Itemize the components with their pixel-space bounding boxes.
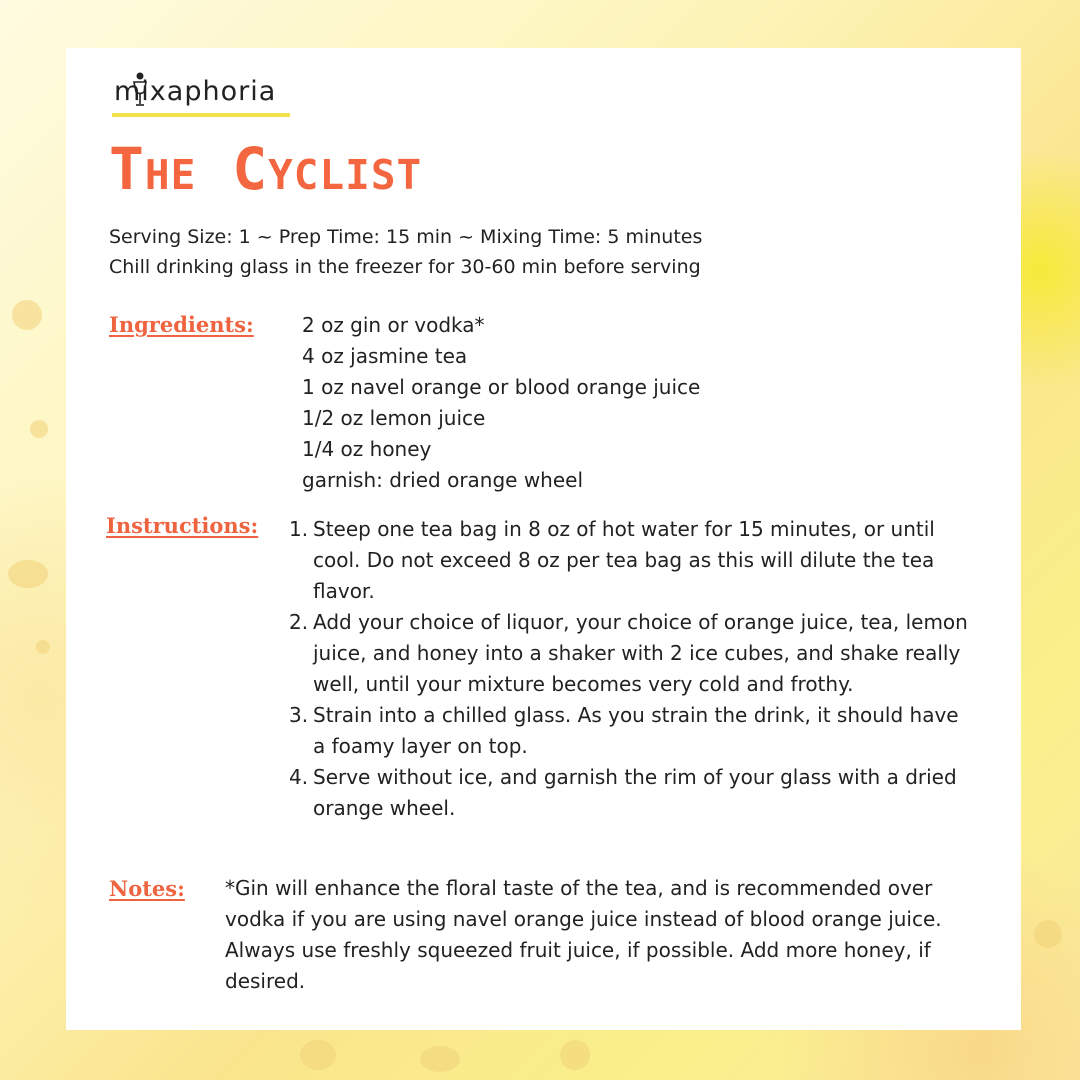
instructions-list: [289, 514, 969, 824]
chill-instruction: Chill drinking glass in the freezer for 30-60 min before serving: [109, 256, 701, 278]
step-number: 2.: [289, 610, 309, 634]
brand-logo: [112, 78, 290, 117]
instruction-step: [289, 514, 969, 607]
instructions-heading: Instructions:: [106, 513, 259, 538]
ingredient-item: garnish: dried orange wheel: [302, 468, 584, 492]
instruction-step: [289, 762, 969, 824]
recipe-title: The Cyclist: [109, 135, 423, 203]
notes-text: *Gin will enhance the floral taste of the tea, and is recommended over vodka if you are using navel orange juice instead of blood orange juice. Always use freshly squeezed fruit juice, if possible. Add more honey, if desired.: [225, 876, 942, 993]
background-splatter: [8, 560, 48, 588]
step-text: Serve without ice, and garnish the rim of your glass with a dried orange wheel.: [313, 765, 957, 820]
background-splatter: [300, 1040, 336, 1070]
ingredient-item: 2 oz gin or vodka*: [302, 313, 485, 337]
recipe-card: [66, 48, 1021, 1030]
recipe-meta: [109, 222, 702, 282]
ingredients-heading: Ingredients:: [109, 312, 254, 337]
instruction-step: [289, 607, 969, 700]
background-splatter: [30, 420, 48, 438]
step-number: 1.: [289, 517, 309, 541]
step-number: 3.: [289, 703, 309, 727]
ingredient-item: 1/4 oz honey: [302, 437, 432, 461]
ingredients-list: [302, 310, 700, 496]
ingredient-item: 1 oz navel orange or blood orange juice: [302, 375, 701, 399]
instruction-step: [289, 700, 969, 762]
step-text: Strain into a chilled glass. As you strain the drink, it should have a foamy layer on top.: [313, 703, 959, 758]
brand-name: mixaphoria: [114, 76, 277, 107]
step-number: 4.: [289, 765, 309, 789]
background-splatter: [36, 640, 50, 654]
brand-underline: [112, 113, 290, 117]
background-splatter: [1034, 920, 1062, 948]
step-text: Steep one tea bag in 8 oz of hot water for 15 minutes, or until cool. Do not exceed 8 oz per tea bag as this will dilute the tea flavor.: [313, 517, 935, 603]
ingredient-item: 4 oz jasmine tea: [302, 344, 468, 368]
step-text: Add your choice of liquor, your choice of orange juice, tea, lemon juice, and honey into a shaker with 2 ice cubes, and shake really well, until your mixture becomes very cold and frothy.: [313, 610, 968, 696]
notes-heading: Notes:: [109, 876, 185, 901]
ingredient-item: 1/2 oz lemon juice: [302, 406, 486, 430]
background-splatter: [560, 1040, 590, 1070]
background-splatter: [12, 300, 42, 330]
serving-info: Serving Size: 1 ~ Prep Time: 15 min ~ Mixing Time: 5 minutes: [109, 226, 703, 248]
background-splatter: [420, 1046, 460, 1072]
